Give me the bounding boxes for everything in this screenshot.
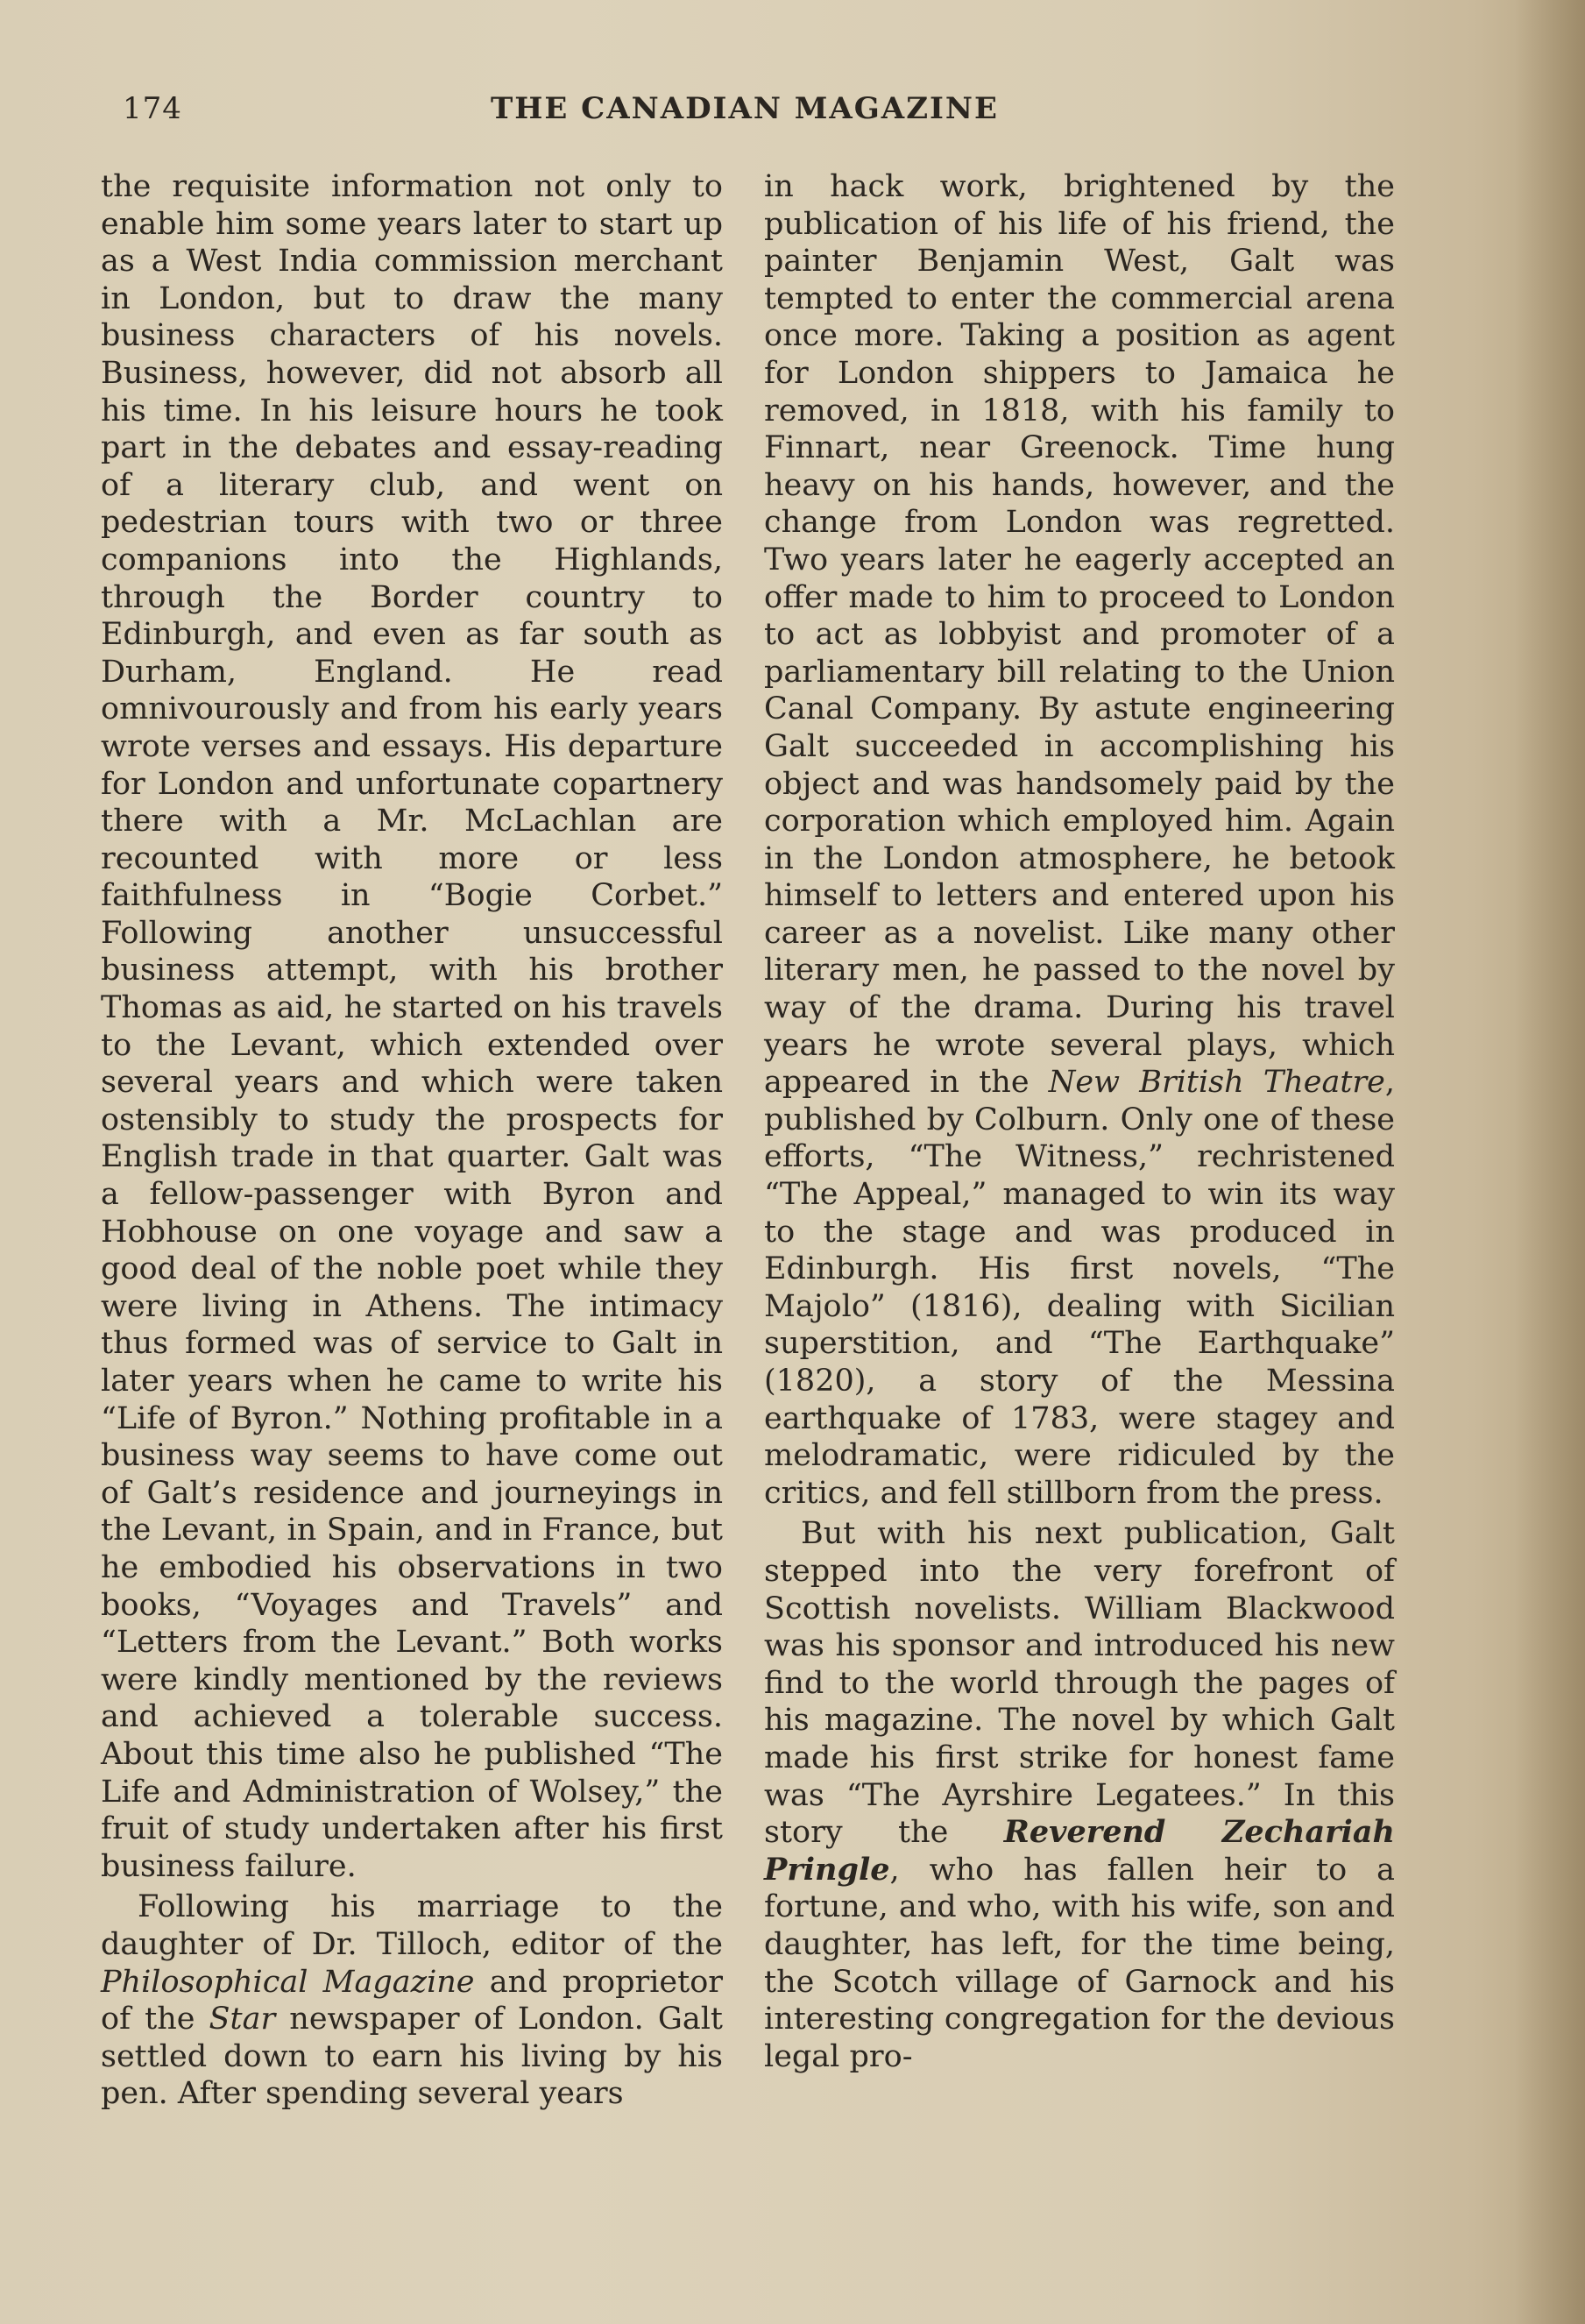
running-header <box>123 88 1419 140</box>
text-run: Following his marriage to the daughter of Dr. Tilloch, editor of the <box>101 1889 723 1962</box>
paragraph <box>764 168 1395 1512</box>
text-run: newspaper of London. Galt settled down to earn his living by his pen. After spending several years <box>101 2002 723 2112</box>
paragraph <box>764 1515 1395 2075</box>
italic-title: New British Theatre <box>1048 1065 1385 1101</box>
left-column <box>101 168 723 2113</box>
text-run: and proprietor of the <box>101 1964 723 2037</box>
right-column <box>764 168 1395 2075</box>
text-run: , published by Colburn. Only one of these efforts, “The Witness,” rechristened “The Appeal,” managed to win its way to the stage and was produced in Edinburgh. His first novels, “The Majolo” (1816), dealing with Sicilian superstition, and “The Earthquake” (1820), a story of the Messina earthquake of 1783, were stagey and melodramatic, were ridiculed by the critics, and fell stillborn from the press. <box>764 1065 1395 1511</box>
text-run: , who has fallen heir to a fortune, and who, with his wife, son and daughter, has left, for the time being, the Scotch village of Garnock and his interesting congregation for the devious legal pro- <box>764 1852 1395 2074</box>
running-title: THE CANADIAN MAGAZINE <box>491 91 999 126</box>
binding-shadow <box>1515 0 1585 2324</box>
italic-name: Reverend Zechariah Pringle <box>764 1814 1395 1888</box>
paragraph: the requisite information not only to enable him some years later to start up as a West India commission merchant in London, but to draw the many business characters of his novels. Business, however, did not absorb all his time. In his leisure hours he took part in the debates and essay-reading of a literary club, and went on pedestrian tours with two or three companions into the Highlands, through the Border country to Edinburgh, and even as far south as Durham, England. He read omnivourously and from his early years wrote verses and essays. His departure for London and unfortunate copartnery there with a Mr. McLachlan are recounted with more or less faithfulness in “Bogie Corbet.” Following another unsuccessful business attempt, with his brother Thomas as aid, he started on his travels to the Levant, which extended over several years and which were taken ostensibly to study the prospects for English trade in that quarter. Galt was a fellow-passenger with Byron and Hobhouse on one voyage and saw a good deal of the noble poet while they were living in Athens. The intimacy thus formed was of service to Galt in later years when he came to write his “Life of Byron.” Nothing profitable in a business way seems to have come out of Galt’s residence and journeyings in the Levant, in Spain, and in France, but he embodied his observations in two books, “Voyages and Travels” and “Letters from the Levant.” Both works were kindly mentioned by the reviews and achieved a tolerable success. About this time also he published “The Life and Administration of Wolsey,” the fruit of study undertaken after his first business failure. <box>101 169 723 1884</box>
paragraph <box>101 1888 723 2113</box>
italic-title: Philosophical Magazine <box>101 1964 475 2000</box>
page-number: 174 <box>123 91 182 126</box>
italic-title: Star <box>209 2002 276 2037</box>
text-run: But with his next publication, Galt stepped into the very forefront of Scottish novelists. William Blackwood was his sponsor and introduced his new find to the world through the pages of his magazine. The novel by which Galt made his first strike for honest fame was “The Ayrshire Legatees.” In this story the <box>764 1516 1395 1851</box>
text-run: in hack work, brightened by the publication of his life of his friend, the painter Benjamin West, Galt was tempted to enter the commercial arena once more. Taking a position as agent for London shippers to Jamaica he removed, in 1818, with his family to Finnart, near Greenock. Time hung heavy on his hands, however, and the change from London was regretted. Two years later he eagerly accepted an offer made to him to proceed to London to act as lobbyist and promoter of a parliamentary bill relating to the Union Canal Company. By astute engineering Galt succeeded in accomplishing his object and was handsomely paid by the corporation which employed him. Again in the London atmosphere, he betook himself to letters and entered upon his career as a novelist. Like many other literary men, he passed to the novel by way of the drama. During his travel years he wrote several plays, which appeared in the <box>764 169 1395 1101</box>
